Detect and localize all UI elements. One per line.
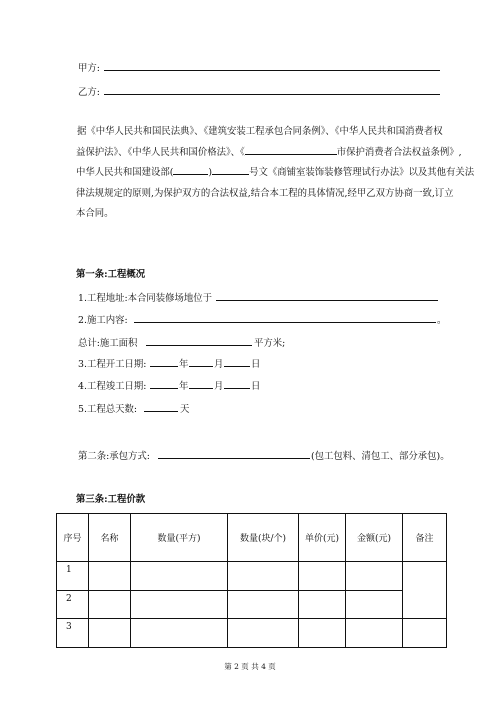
area-label: 总计:施工面积: [78, 338, 138, 349]
start-month-unit: 月: [214, 359, 224, 370]
cell-qty-pcs[interactable]: [228, 562, 299, 591]
address-field[interactable]: [216, 300, 438, 301]
contract-method-field[interactable]: [158, 458, 310, 459]
cost-table: [56, 513, 447, 648]
preamble-line-1: 据《中华人民共和国民法典》、《建筑安装工程承包合同条例》、《中华人民共和国消费者权: [77, 126, 443, 137]
total-days-label: 5.工程总天数:: [78, 404, 137, 415]
col-header-name: 名称: [89, 514, 131, 562]
cell-amount[interactable]: [346, 590, 403, 619]
end-day-unit: 日: [251, 381, 261, 392]
content-end-mark: 。: [437, 315, 447, 326]
end-month-unit: 月: [214, 381, 224, 392]
cell-qty-sqm[interactable]: [131, 619, 228, 648]
end-year-unit: 年: [179, 381, 189, 392]
party-b-field[interactable]: [104, 94, 440, 95]
start-date-label: 3.工程开工日期:: [78, 359, 147, 370]
cell-amount[interactable]: [346, 562, 403, 591]
col-header-no: 序号: [57, 514, 89, 562]
total-days-unit: 天: [180, 404, 190, 415]
cell-name[interactable]: [89, 562, 131, 591]
cell-amount[interactable]: [346, 619, 403, 648]
cell-name[interactable]: [89, 590, 131, 619]
article-3-heading: 第三条:工程价款: [76, 494, 146, 505]
col-header-amount: 金额(元): [346, 514, 403, 562]
preamble-line-2: 益保护法》、《中华人民共和国价格法》、《 市保护消费者合法权益条例》,: [76, 143, 448, 164]
party-b-label: 乙方:: [78, 87, 100, 98]
end-day-field[interactable]: [224, 388, 250, 389]
cell-qty-sqm[interactable]: [131, 562, 228, 591]
party-a-label: 甲方:: [78, 63, 100, 74]
start-day-field[interactable]: [224, 366, 250, 367]
ministry-doc-year-blank[interactable]: [173, 164, 208, 175]
col-header-qty-pcs: 数量(块/个): [228, 514, 299, 562]
ministry-doc-number-blank[interactable]: [212, 164, 249, 175]
area-unit: 平方米;: [254, 338, 286, 349]
cell-name[interactable]: [89, 619, 131, 648]
article-2-label: 第二条:承包方式:: [78, 451, 150, 462]
content-field[interactable]: [134, 322, 436, 323]
preamble-line-5: 本合同。: [76, 208, 114, 219]
preamble-paragraph: [76, 122, 475, 225]
contract-method-options: (包工包料、清包工、部分承包)。: [311, 451, 450, 462]
preamble-line-3: 中华人民共和国建设部( ) 号文《商铺室装饰装修管理试行办法》以及其他有关法: [76, 163, 448, 184]
area-field[interactable]: [146, 345, 252, 346]
row-number: 2: [57, 590, 89, 619]
cell-notes[interactable]: [403, 619, 447, 648]
start-year-unit: 年: [179, 359, 189, 370]
cell-unit-price[interactable]: [299, 590, 346, 619]
cell-qty-pcs[interactable]: [228, 619, 299, 648]
cell-unit-price[interactable]: [299, 619, 346, 648]
col-header-qty-sqm: 数量(平方): [131, 514, 228, 562]
end-date-label: 4.工程竣工日期:: [78, 381, 147, 392]
row-number: 3: [57, 619, 89, 648]
start-month-field[interactable]: [189, 366, 213, 367]
preamble-line-4: 律法规规定的原则,为保护双方的合法权益,结合本工程的具体情况,经甲乙双方协商一致,订立: [76, 187, 454, 199]
page-footer: 第 2 页 共 4 页: [224, 662, 276, 671]
table-row: [57, 619, 447, 648]
row-number: 1: [57, 562, 89, 591]
article-1-heading: 第一条:工程概况: [76, 269, 146, 280]
total-days-field[interactable]: [144, 411, 178, 412]
cell-qty-sqm[interactable]: [131, 590, 228, 619]
table-row: [57, 562, 447, 591]
cell-notes[interactable]: [403, 562, 447, 619]
start-year-field[interactable]: [150, 366, 178, 367]
content-label: 2.施工内容:: [78, 315, 128, 326]
end-month-field[interactable]: [189, 388, 213, 389]
end-year-field[interactable]: [150, 388, 178, 389]
table-header-row: [57, 514, 447, 562]
table-row: [57, 590, 447, 619]
cell-qty-pcs[interactable]: [228, 590, 299, 619]
col-header-notes: 备注: [403, 514, 447, 562]
party-a-field[interactable]: [104, 70, 440, 71]
cell-unit-price[interactable]: [299, 562, 346, 591]
col-header-unit-price: 单价(元): [299, 514, 346, 562]
city-blank[interactable]: [245, 144, 337, 155]
address-label: 1.工程地址:本合同装修场地位于: [78, 293, 212, 304]
start-day-unit: 日: [251, 359, 261, 370]
